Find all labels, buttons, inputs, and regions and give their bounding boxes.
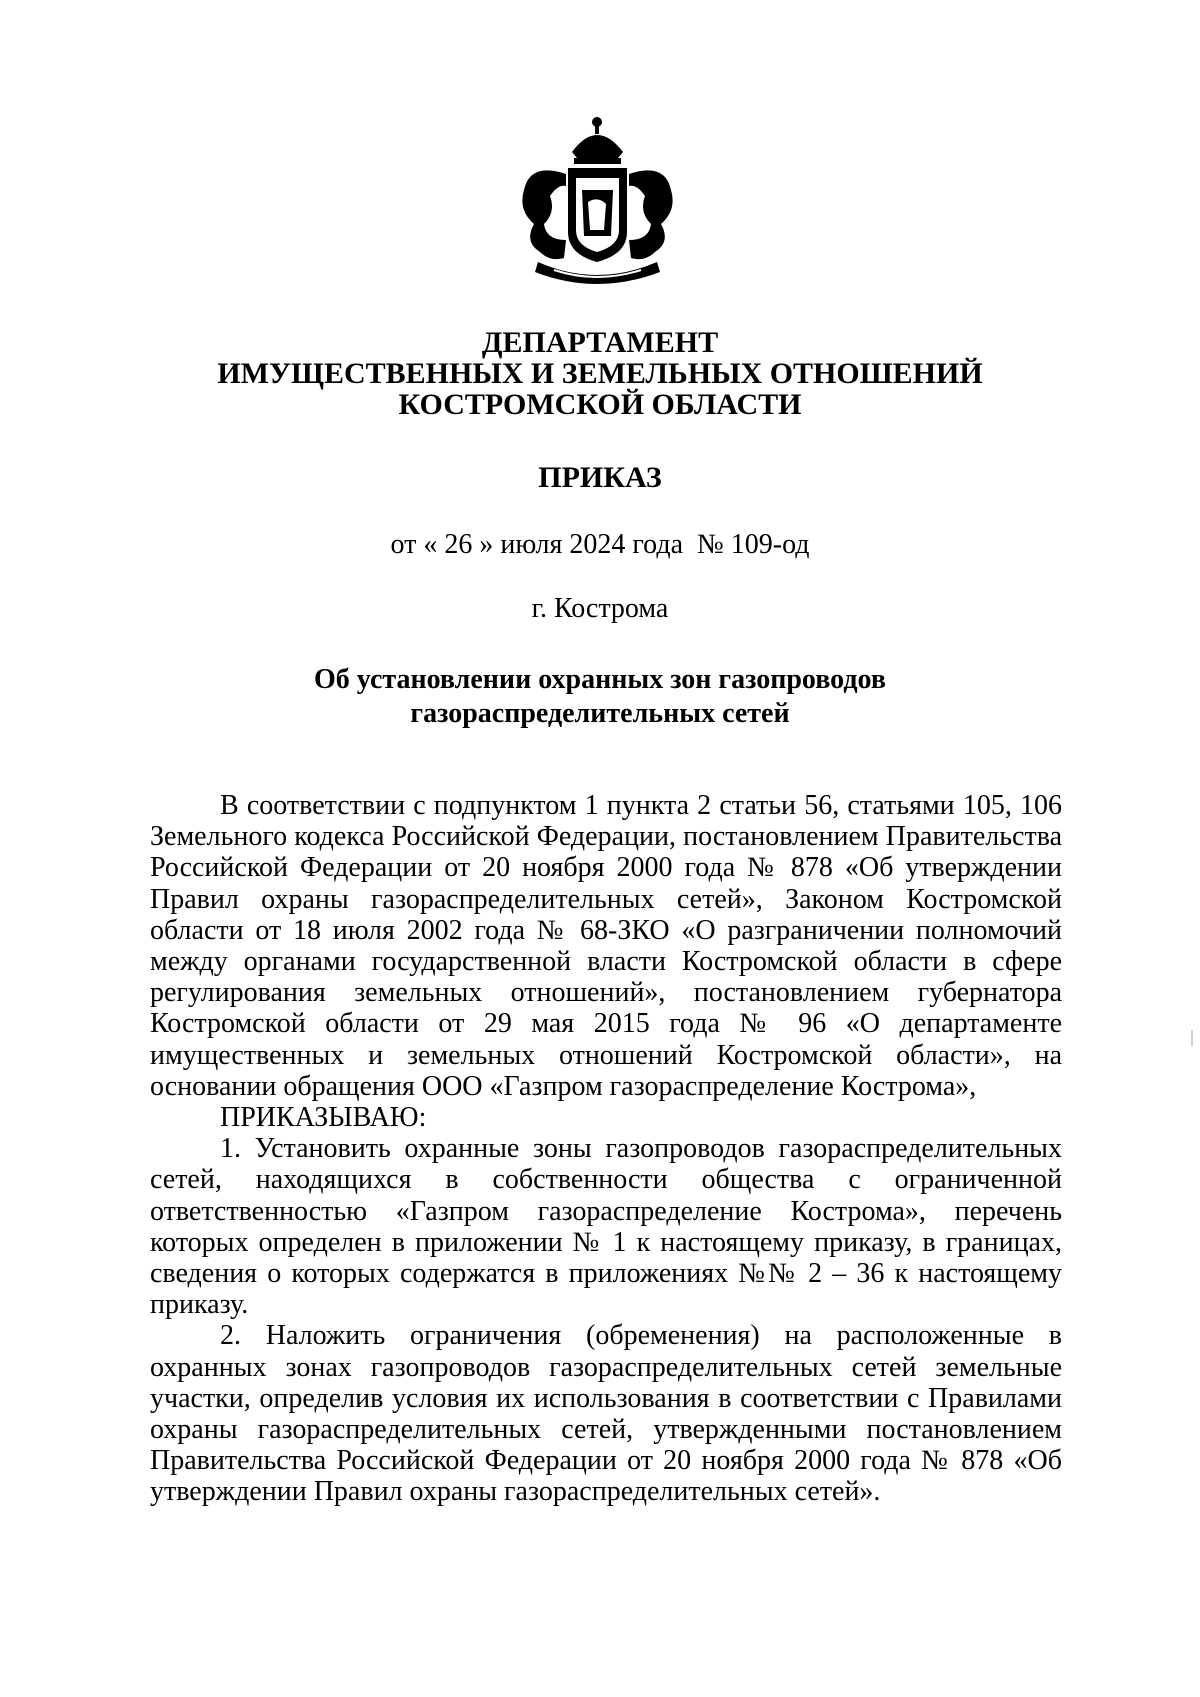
document-body bbox=[150, 790, 1062, 1508]
department-line-2: ИМУЩЕСТВЕННЫХ И ЗЕМЕЛЬНЫХ ОТНОШЕНИЙ bbox=[217, 357, 983, 390]
department-name bbox=[0, 327, 1200, 420]
subject-line-1: Об установлении охранных зон газопроводов bbox=[314, 664, 886, 695]
coat-of-arms-icon bbox=[510, 112, 685, 292]
document-city: г. Кострома bbox=[531, 593, 669, 624]
order-item-2: 2. Наложить ограничения (обременения) на расположенные в охранных зонах газопроводов газораспределительных сетей земельные участки, определив условия их использования в соответствии с Правилами охраны газораспределительных сетей, утвержденными постановлением Правительства Российской Федерации от 20 ноября 2000 года № 878 «Об утверждении Правил охраны газораспределительных сетей». bbox=[150, 1320, 1062, 1508]
order-word: ПРИКАЗЫВАЮ: bbox=[220, 1102, 427, 1134]
preamble-paragraph: В соответствии с подпунктом 1 пункта 2 статьи 56, статьями 105, 106 Земельного кодекса Российской Федерации, постановлением Правительства Российской Федерации от 20 ноября 2000 года № 878 «Об утверждении Правил охраны газораспределительных сетей», Законом Костромской области от 18 июля 2002 года № 68-ЗКО «О разграничении полномочий между органами государственной власти Костромской области в сфере регулирования земельных отношений», постановлением губернатора Костромской области от 29 мая 2015 года № 96 «О департаменте имущественных и земельных отношений Костромской области», на основании обращения ООО «Газпром газораспределение Кострома», bbox=[150, 790, 1062, 1102]
department-line-1: ДЕПАРТАМЕНТ bbox=[481, 326, 719, 359]
document-subject bbox=[0, 663, 1200, 731]
order-item-1: 1. Установить охранные зоны газопроводов газораспределительных сетей, находящихся в собственности общества с ограниченной ответственностью «Газпром газораспределение Кострома», перечень которых определен в приложении № 1 к настоящему приказу, в границах, сведения о которых содержатся в приложениях №№ 2 – 36 к настоящему приказу. bbox=[150, 1133, 1062, 1321]
document-type: ПРИКАЗ bbox=[538, 461, 662, 494]
scan-margin-mark bbox=[1191, 1030, 1193, 1046]
department-line-3: КОСТРОМСКОЙ ОБЛАСТИ bbox=[398, 388, 802, 421]
subject-line-2: газораспределительных сетей bbox=[410, 698, 790, 729]
document-date-number: от « 26 » июля 2024 года № 109-од bbox=[390, 529, 810, 560]
